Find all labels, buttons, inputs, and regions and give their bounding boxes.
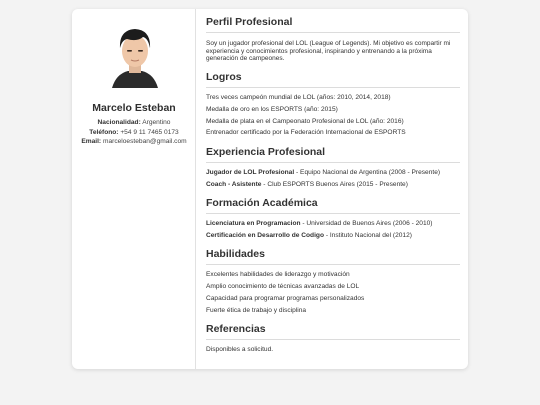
nationality-label: Nacionalidad:	[97, 119, 141, 126]
habilidad-item: Excelentes habilidades de liderazgo y motivación	[206, 271, 350, 278]
formacion-detail: - Universidad de Buenos Aires (2006 - 2010)	[300, 220, 433, 227]
section-title-perfil: Perfil Profesional	[206, 16, 460, 33]
section-title-formacion: Formación Académica	[206, 197, 460, 214]
formacion-degree: Licenciatura en Programacion	[206, 220, 301, 227]
avatar-photo	[110, 18, 160, 88]
logro-item: Medalla de plata en el Campeonato Profesional de LOL (año: 2016)	[206, 118, 404, 125]
habilidad-item: Fuerte ética de trabajo y disciplina	[206, 307, 307, 314]
profile-sidebar	[72, 9, 196, 369]
formacion-item	[206, 232, 460, 239]
resume-card	[72, 9, 468, 369]
phone-label: Teléfono:	[89, 129, 119, 136]
habilidad-item: Capacidad para programar programas personalizados	[206, 295, 365, 302]
experiencia-item	[206, 169, 460, 176]
formacion-degree: Certificación en Desarrollo de Codigo	[206, 232, 324, 239]
formacion-item	[206, 220, 460, 227]
logro-item: Entrenador certificado por la Federación Internacional de ESPORTS	[206, 129, 406, 136]
section-title-logros: Logros	[206, 71, 460, 88]
section-title-experiencia: Experiencia Profesional	[206, 146, 460, 163]
avatar	[110, 18, 160, 88]
section-title-referencias: Referencias	[206, 323, 460, 340]
phone-row	[72, 129, 196, 136]
experiencia-detail: - Equipo Nacional de Argentina (2008 - Presente)	[294, 169, 441, 176]
nationality-row	[72, 119, 196, 126]
profile-name: Marcelo Esteban	[92, 102, 176, 114]
experiencia-detail: - Club ESPORTS Buenos Aires (2015 - Presente)	[261, 181, 408, 188]
experiencia-role: Coach - Asistente	[206, 181, 262, 188]
email-value: marceloesteban@gmail.com	[102, 138, 187, 145]
nationality-value: Argentino	[142, 119, 171, 126]
email-label: Email:	[81, 138, 102, 145]
resume-content	[206, 9, 460, 369]
referencias-text: Disponibles a solicitud.	[206, 346, 274, 353]
section-title-habilidades: Habilidades	[206, 248, 460, 265]
phone-value: +54 9 11 7465 0173	[120, 129, 179, 136]
perfil-text: Soy un jugador profesional del LOL (League of Legends). Mi objetivo es compartir mi experiencia y conocimientos profesional, inspirando y entrenando a la próxima generación de campeones.	[206, 40, 451, 63]
logro-item: Medalla de oro en los ESPORTS (año: 2015)	[206, 106, 338, 113]
email-row	[72, 138, 196, 145]
experiencia-item	[206, 181, 460, 188]
experiencia-role: Jugador de LOL Profesional	[206, 169, 295, 176]
habilidad-item: Amplio conocimiento de técnicas avanzadas de LOL	[206, 283, 360, 290]
formacion-detail: - Instituto Nacional del (2012)	[323, 232, 412, 239]
logro-item: Tres veces campeón mundial de LOL (años: 2010, 2014, 2018)	[206, 94, 391, 101]
